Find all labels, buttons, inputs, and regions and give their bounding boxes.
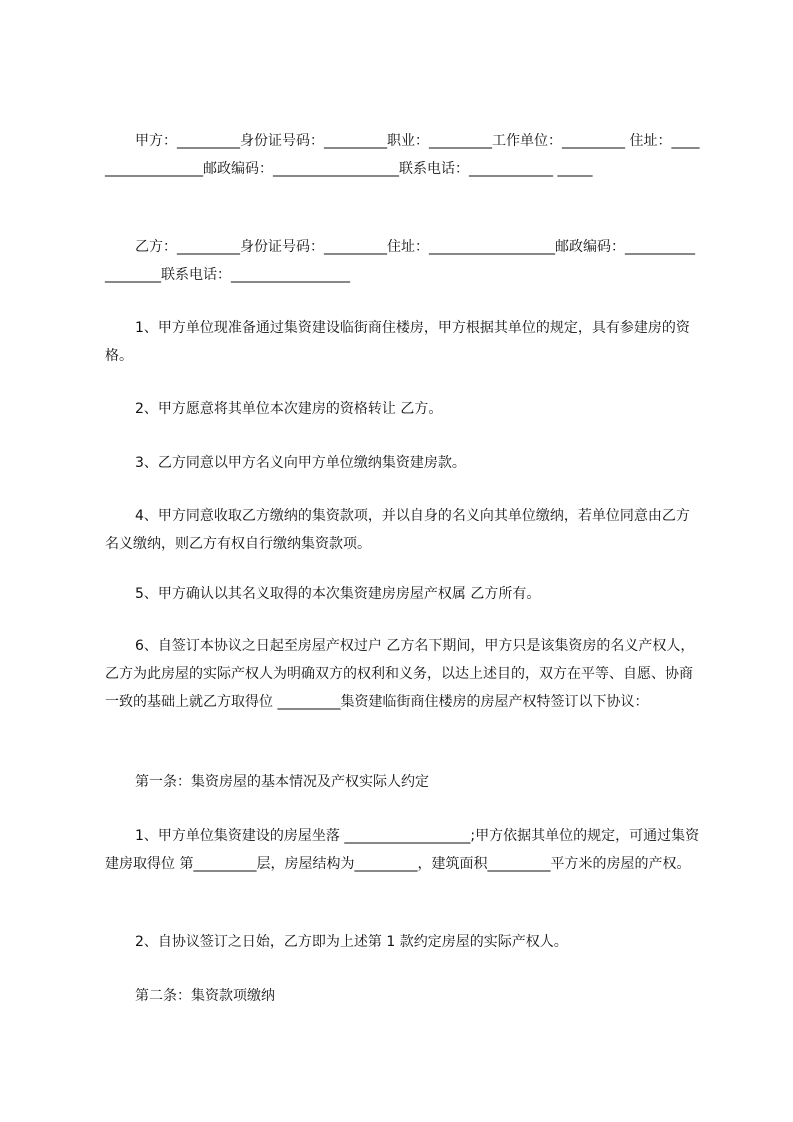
party-b-info: 乙方：_________身份证号码：_________住址：__________________邮政编码：__________________联系电话：_________________ (105, 239, 695, 283)
party-a-info: 甲方：_________身份证号码：_________职业：_________工作单位：_________ 住址：__________________邮政编码：__________________联系电话：____________ _____ (105, 133, 700, 177)
clause-3: 3、乙方同意以甲方名义向甲方单位缴纳集资建房款。 (135, 455, 466, 471)
article-2-title: 第二条：集资款项缴纳 (135, 988, 275, 1004)
clause-5: 5、甲方确认以其名义取得的本次集资建房房屋产权属 乙方所有。 (135, 586, 541, 602)
clause-6: 6、自签订本协议之日起至房屋产权过户 乙方名下期间，甲方只是该集资房的名义产权人，乙方为此房屋的实际产权人为明确双方的权利和义务，以达上述目的，双方在平等、自愿、协商一致的基础上就乙方取得位 _________集资建临街商住楼房的房屋产权特签订以下协议： (105, 638, 695, 710)
article-1-item-1: 1、甲方单位集资建设的房屋坐落 __________________;甲方依据其单位的规定，可通过集资建房取得位 第_________层，房屋结构为_________，建筑面积_________平方米的房屋的产权。 (105, 828, 700, 872)
article-1-item-2: 2、自协议签订之日始，乙方即为上述第 1 款约定房屋的实际产权人。 (135, 934, 568, 950)
clause-1: 1、甲方单位现准备通过集资建设临街商住楼房，甲方根据其单位的规定，具有参建房的资格。 (105, 320, 690, 364)
article-1-title: 第一条：集资房屋的基本情况及产权实际人约定 (135, 774, 429, 790)
clause-4: 4、甲方同意收取乙方缴纳的集资款项，并以自身的名义向其单位缴纳，若单位同意由乙方名义缴纳，则乙方有权自行缴纳集资款项。 (105, 508, 690, 552)
clause-2: 2、甲方愿意将其单位本次建房的资格转让 乙方。 (135, 401, 443, 417)
